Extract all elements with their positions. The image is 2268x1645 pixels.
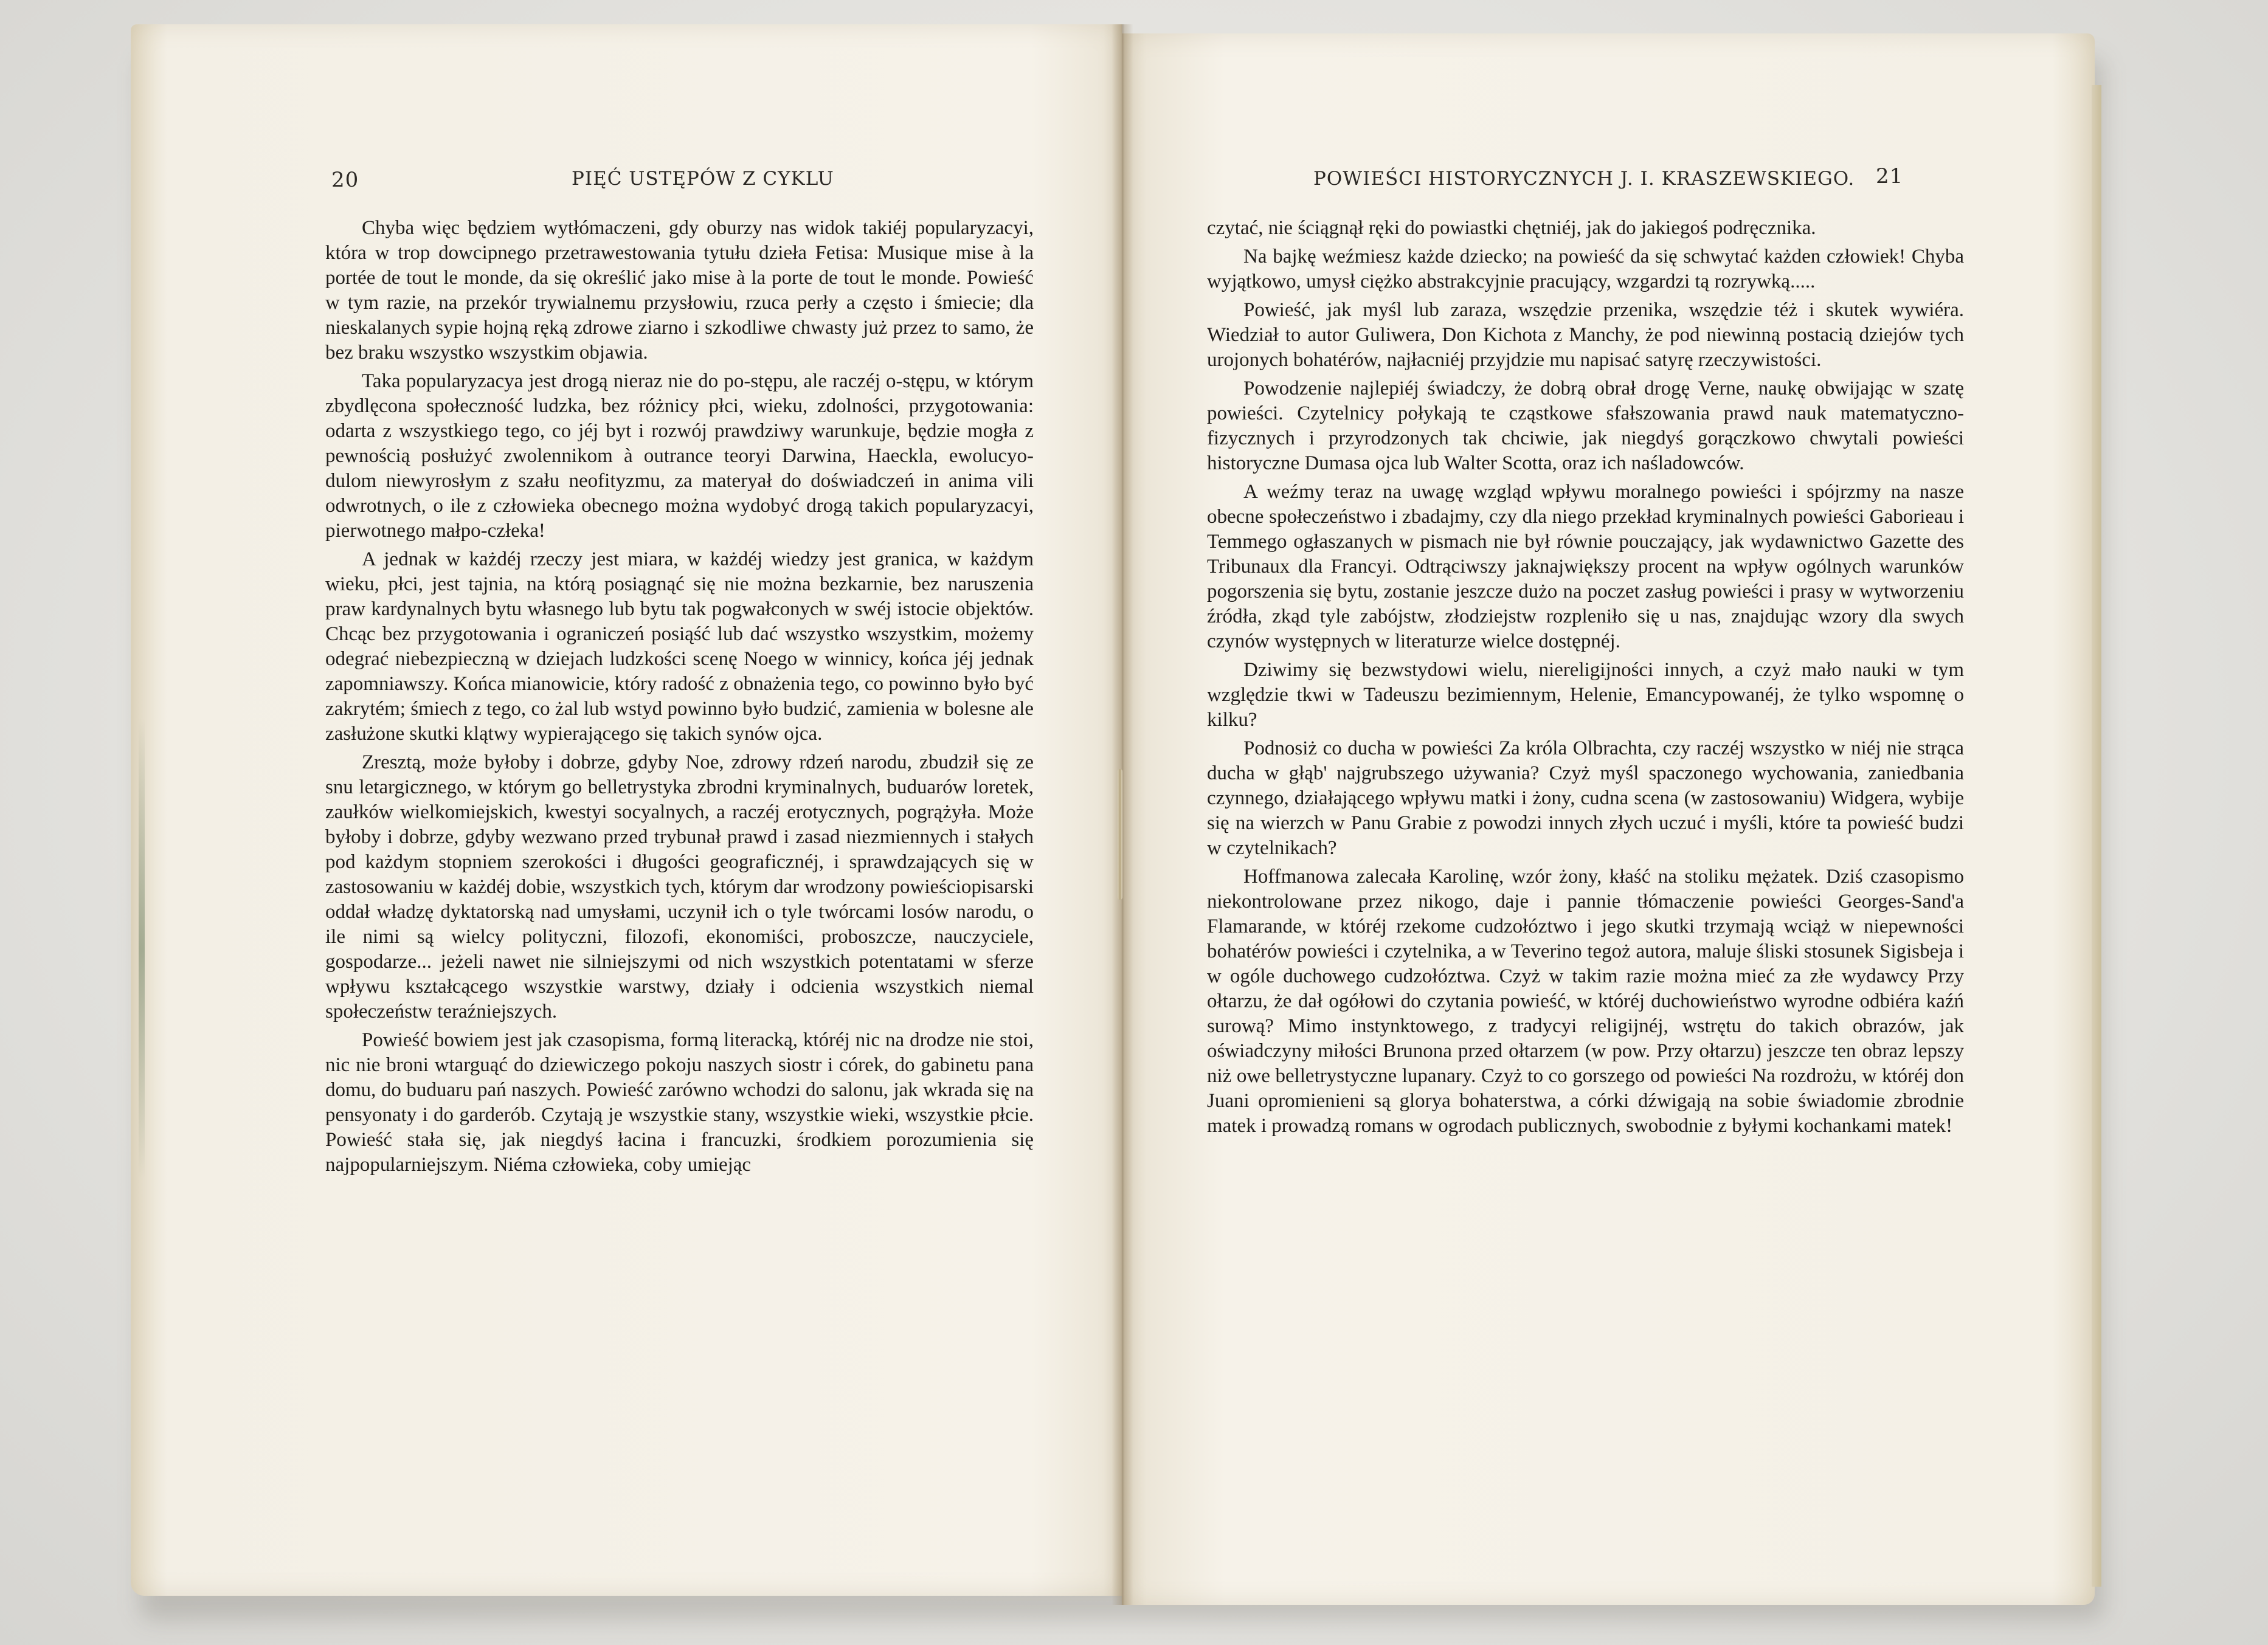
paragraph: Dziwimy się bezwstydowi wielu, niereligijności innych, a czyż mało nauki w tym względzie tkwi w Tadeuszu bezimiennym, Helenie, Emancypowanéj, że tylko wspomnę o kilku?: [1207, 659, 1964, 731]
paragraph: A jednak w każdéj rzeczy jest miara, w każdéj wiedzy jest granica, w każdym wieku, płci, jest tajnia, na którą posiągnąć się nie można bezkarnie, bez naruszenia praw kardynalnych bytu własnego lub bytu tak pogwałconych w swéj istocie objektów. Chcąc bez przygotowania i ograniczeń posiąść lub dać wszystko wszystkim, możemy odegrać niebezpieczną w dziejach ludzkości scenę Noego w winnicy, końca jéj jednak zapomniawszy. Końca mianowicie, który radość z obnażenia tego, co powinno było być zakrytém; śmiech z tego, co żal lub wstyd powinno było budzić, zamienia w bolesne ale zasłużone skutki klątwy wypierającego się takich synów ojca.: [325, 548, 1034, 745]
left-page-text: [325, 216, 1034, 1178]
paragraph: Na bajkę weźmiesz każde dziecko; na powieść da się schwytać każden człowiek! Chyba wyjątkowo, umysł ciężko abstrakcyjnie pracujący, wzgardzi tą rozrywką.....: [1207, 246, 1964, 292]
paragraph: Powieść bowiem jest jak czasopisma, formą literacką, któréj nic na drodze nie stoi, nic nie broni wtarguąć do dziewiczego pokoju naszych siostr i córek, do gabinetu pana domu, do buduaru pań naszych. Powieść zarówno wchodzi do salonu, jak wkrada się na pensyonaty i do garderób. Czytają je wszystkie stany, wszystkie wieki, wszystkie płcie. Powieść stała się, jak niegdyś łacina i francuzki, środkiem porozumienia się najpopularniejszym. Niéma człowieka, coby umiejąc: [325, 1029, 1034, 1176]
paragraph: Podnosiż co ducha w powieści Za króla Olbrachta, czy raczéj wszystko w niéj nie strąca ducha w głąb' najgrubszego używania? Czyż myśl spaczonego wychowania, zaniedbania czynnego, działającego wpływu matki i żony, cudna scena (w zastosowaniu) Widgera, wybije się na wierzch w Panu Grabie z powodzi innych złych uczuć i myśli, które ta powieść budzi w czytelnikach?: [1207, 737, 1964, 859]
left-page-number: 20: [331, 168, 359, 192]
paragraph: Taka popularyzacya jest drogą nieraz nie do po-stępu, ale raczéj o-stępu, w którym zbydlęcona społeczność ludzka, bez różnicy płci, wieku, zdolności, przygotowania: odarta z wszystkiego tego, co jéj byt i rozwój prawdziwy warunkuje, będzie mogła z pewnością posłużyć zwolennikom à outrance teoryi Darwina, Haeckla, ewolucyo-dulom niewyrosłym z szału neofityzmu, za materyał do doświadczeń in anima vili odwrotnych, o ile z człowieka obecnego można wydobyć drogą takich popularyzacyi, pierwotnego małpo-człeka!: [325, 370, 1034, 542]
right-page-text: [1207, 216, 1964, 1139]
paragraph: Powieść, jak myśl lub zaraza, wszędzie przenika, wszędzie téż i skutek wywiéra. Wiedział to autor Guliwera, Don Kichota z Manchy, że pod niewinną postacią dziejów tych urojonych bohatérów, najłacniéj przyjdzie mu napisać satyrę rzeczywistości.: [1207, 299, 1964, 371]
paragraph: Chyba więc będziem wytłómaczeni, gdy oburzy nas widok takiéj popularyzacyi, która w trop dowcipnego przetrawestowania tytułu dzieła Fetisa: Musique mise à la portée de tout le monde, da się określić jako mise à la porte de tout le monde. Powieść w tym razie, na przekór trywialnemu przysłowiu, rzuca perły a często i śmiecie; dla nieskalanych sypie hojną ręką zdrowe ziarno i szkodliwe chwasty już przez to samo, że bez braku wszystko wszystkim objawia.: [325, 217, 1034, 364]
book-gutter: [1112, 24, 1133, 1605]
page-edge-stain: [139, 717, 145, 1179]
page-block-edge: [2092, 85, 2101, 1587]
right-page-number: 21: [1876, 164, 1904, 188]
right-running-head: POWIEŚCI HISTORYCZNYCH J. I. KRASZEWSKIEGO.: [1313, 168, 1855, 190]
left-running-head: PIĘĆ USTĘPÓW Z CYKLU: [572, 168, 834, 190]
binding-thread: [1118, 769, 1122, 900]
paragraph: czytać, nie ściągnął ręki do powiastki chętniéj, jak do jakiegoś podręcznika.: [1207, 217, 1816, 239]
paragraph: Powodzenie najlepiéj świadczy, że dobrą obrał drogę Verne, naukę obwijając w szatę powieści. Czytelnicy połykają te cząstkowe sfałszowania prawd nauk matematyczno-fizycznych i przyrodzonych tak chciwie, jak niegdyś gorączkowo chwytali powieści historyczne Dumasa ojca lub Walter Scotta, oraz ich naśladowców.: [1207, 378, 1964, 474]
paragraph: Zresztą, może byłoby i dobrze, gdyby Noe, zdrowy rdzeń narodu, zbudził się ze snu letargicznego, w którym go belletrystyka zbrodni kryminalnych, buduarów loretek, zaułków wielkomiejskich, kwestyi socyalnych, a raczéj erotycznych, pogrążyła. Może byłoby i dobrze, gdyby wezwano przed trybunał prawd i zasad niezmiennych i stałych pod każdym stopniem szerokości i długości geograficznéj, i sprawdzających się w zastosowaniu w każdéj dobie, wszystkich tych, którym dar wrodzony powieściopisarski oddał władzę dyktatorską nad umysłami, uczynił ich o tyle twórcami losów narodu, o ile nimi są wielcy polityczni, filozofi, ekonomiści, proboszcze, nauczyciele, gospodarze... jeżeli nawet nie silniejszymi od nich wszystkich potentatami w sferze wpływu kształcącego wszystkie warstwy, działy i odcienia wszystkich niemal społeczeństw teraźniejszych.: [325, 751, 1034, 1023]
paragraph: Hoffmanowa zalecała Karolinę, wzór żony, kłaść na stoliku mężatek. Dziś czasopismo niekontrolowane przez nikogo, daje i pannie tłómaczenie powieści Georges-Sand'a Flamarande, w któréj rzekome cudzołóztwo i jego skutki trzymają wciąż w niepewności bohatérów powieści i czytelnika, a w Teverino tegoż autora, maluje śliski stosunek Sigisbeja i w ogóle duchowego cudzołóztwa. Czyż w takim razie można mieć za złe wydawcy Przy ołtarzu, że dał ogółowi do czytania powieść, w któréj duchowieństwo wyrodne odbiéra kaźń surową? Mimo instynktowego, z tradycyi religijnéj, wstrętu do takich obrazów, jak oświadczyny miłości Brunona przed ołtarzem (w pow. Przy ołtarzu) jeszcze ten obraz lepszy niż owe belletrystyczne lupanary. Czyż to co gorszego od powieści Na rozdrożu, w któréj don Juani opromienieni są glorya bohaterstwa, a córki dźwigają na sobie świadomie zbrodnie matek i prowadzą romans w ogrodach publicznych, swobodnie z byłymi kochankami matek!: [1207, 866, 1964, 1137]
paragraph: A weźmy teraz na uwagę wzgląd wpływu moralnego powieści i spójrzmy na nasze obecne społeczeństwo i zbadajmy, czy dla niego przekład kryminalnych powieści Gaborieau i Temmego ogłaszanych w pismach nie był równie pouczający, jak wydawnictwo Gazette des Tribunaux dla Francyi. Odtrąciwszy jaknajwiększy procent na wpływ ogólnych warunków pogorszenia się bytu, zostanie jeszcze dużo na poczet zasług powieści i prasy w wytworzeniu źródła, zkąd tyle zabójstw, złodziejstw rozpleniło się u nas, znajdując wzory dla swych czynów występnych w literaturze wielce dostępnéj.: [1207, 481, 1964, 652]
